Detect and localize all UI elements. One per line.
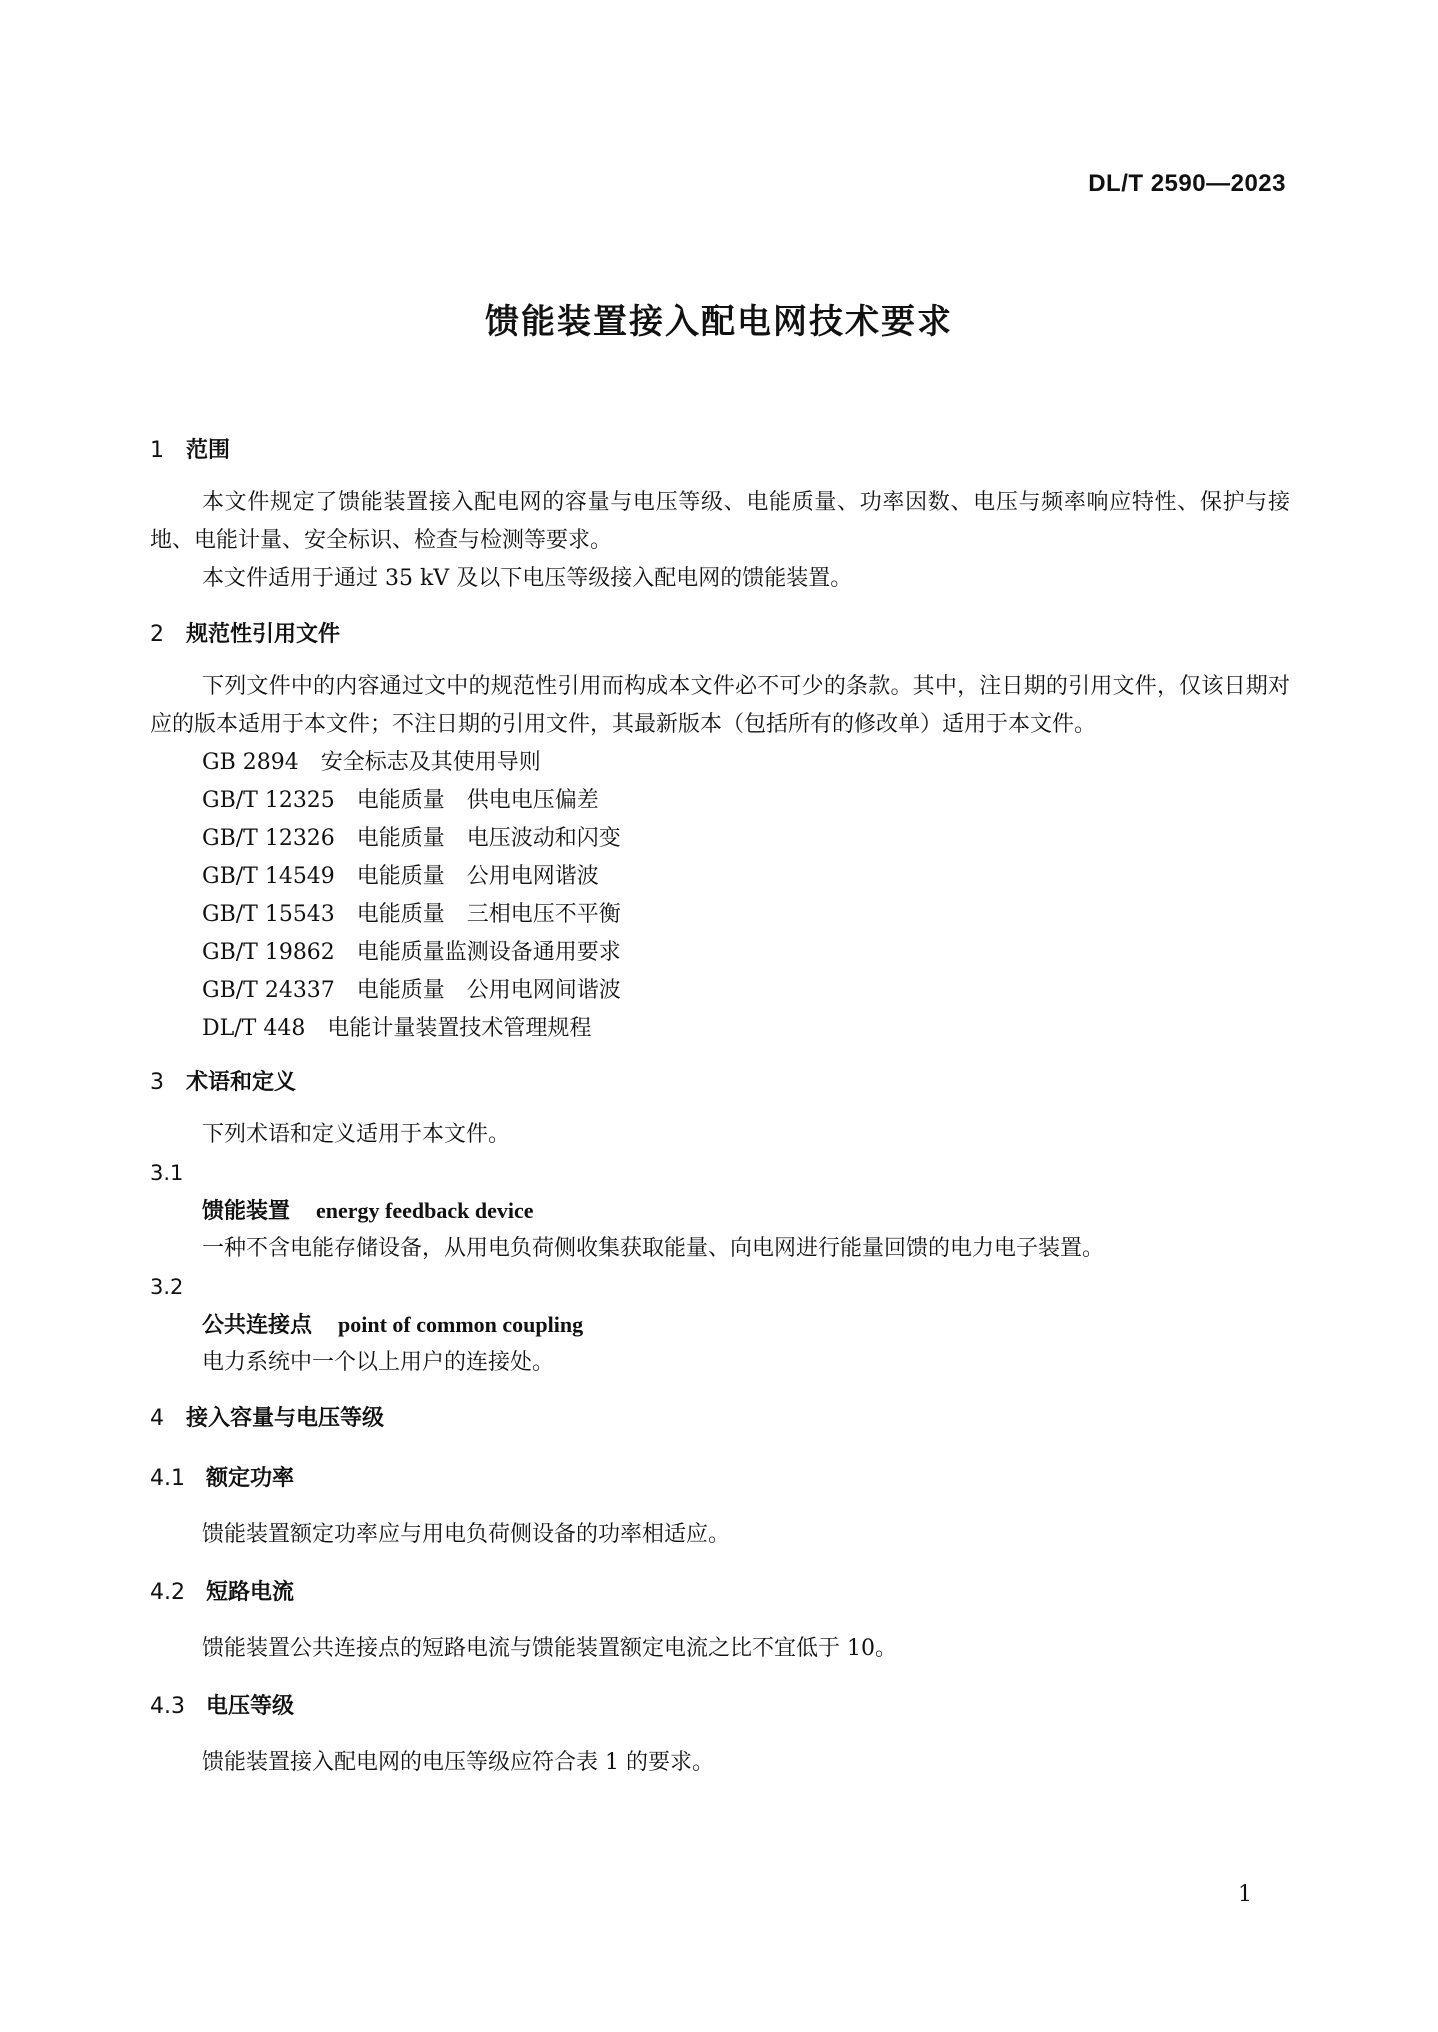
term-name [150,1306,1290,1344]
reference-item: GB/T 14549 电能质量 公用电网谐波 [202,864,599,889]
term-name-en: energy feedback device [316,1198,534,1223]
subsection-title: 电压等级 [206,1694,295,1719]
reference-item: GB 2894 安全标志及其使用导则 [202,750,541,775]
reference-item: GB/T 12325 电能质量 供电电压偏差 [202,788,599,813]
term-number: 3.2 [150,1275,184,1299]
term-definition: 电力系统中一个以上用户的连接处。 [202,1350,555,1375]
subsection-heading-rated-power [150,1464,1290,1494]
document-body [150,436,1290,1782]
subsection-number: 4.3 [150,1694,185,1719]
subsection-number: 4.1 [150,1466,185,1491]
section-number: 4 [150,1406,164,1431]
rated-power-paragraph: 馈能装置额定功率应与用电负荷侧设备的功率相适应。 [202,1522,731,1547]
reference-item: GB/T 12326 电能质量 电压波动和闪变 [202,826,621,851]
scope-applicability-paragraph: 本文件适用于通过 35 kV 及以下电压等级接入配电网的馈能装置。 [202,566,853,591]
term-number: 3.1 [150,1161,184,1185]
section-heading-scope [150,436,1290,466]
subsection-heading-short-circuit-current [150,1578,1290,1608]
subsection-number: 4.2 [150,1580,185,1605]
reference-item: GB/T 15543 电能质量 三相电压不平衡 [202,902,621,927]
reference-item: GB/T 19862 电能质量监测设备通用要求 [202,940,621,965]
section-title: 接入容量与电压等级 [186,1406,385,1431]
document-title: 馈能装置接入配电网技术要求 [485,302,953,342]
scope-paragraph: 本文件规定了馈能装置接入配电网的容量与电压等级、电能质量、功率因数、电压与频率响应特性、保护与接地、电能计量、安全标识、检查与检测等要求。 [150,490,1290,553]
section-number: 3 [150,1070,164,1095]
reference-item: GB/T 24337 电能质量 公用电网间谐波 [202,978,621,1003]
term-name-en: point of common coupling [338,1312,584,1337]
term-definition: 一种不含电能存储设备，从用电负荷侧收集获取能量、向电网进行能量回馈的电力电子装置。 [202,1236,1105,1261]
voltage-level-paragraph: 馈能装置接入配电网的电压等级应符合表 1 的要求。 [202,1750,714,1775]
references-intro-paragraph: 下列文件中的内容通过文中的规范性引用而构成本文件必不可少的条款。其中，注日期的引用文件，仅该日期对应的版本适用于本文件；不注日期的引用文件，其最新版本（包括所有的修改单）适用于本文件。 [150,674,1290,737]
reference-item: DL/T 448 电能计量装置技术管理规程 [202,1016,592,1041]
terms-intro-paragraph: 下列术语和定义适用于本文件。 [202,1122,511,1147]
term-name [150,1192,1290,1230]
subsection-heading-voltage-level [150,1692,1290,1722]
page-number: 1 [1238,1882,1252,1907]
subsection-title: 额定功率 [206,1466,295,1491]
term-name-cn: 馈能装置 [202,1198,291,1224]
section-heading-normative-references [150,620,1290,650]
section-number: 1 [150,438,164,463]
standard-code: DL/T 2590—2023 [1088,170,1286,197]
section-title: 术语和定义 [186,1070,297,1095]
section-number: 2 [150,622,164,647]
section-title: 规范性引用文件 [186,622,341,647]
subsection-title: 短路电流 [206,1580,295,1605]
short-circuit-paragraph: 馈能装置公共连接点的短路电流与馈能装置额定电流之比不宜低于 10。 [202,1636,897,1661]
term-name-cn: 公共连接点 [202,1312,313,1338]
section-title: 范围 [186,438,231,463]
section-heading-capacity-voltage [150,1404,1290,1434]
section-heading-terms [150,1068,1290,1098]
